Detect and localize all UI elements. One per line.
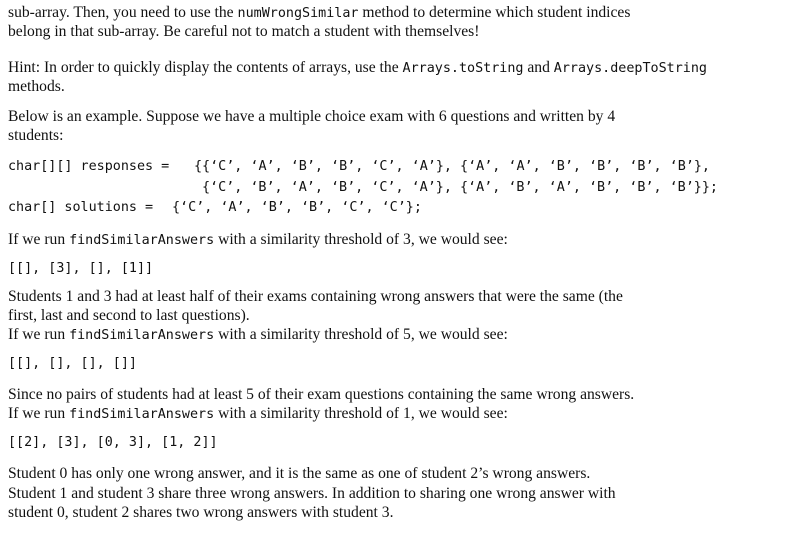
run1-explain-line-2: first, last and second to last questions). bbox=[8, 307, 250, 324]
inline-code-findsimilaranswers: findSimilarAnswers bbox=[69, 328, 215, 343]
code-solutions-label: char[] solutions = bbox=[8, 200, 162, 215]
run3-output: [[2], [3], [0, 3], [1, 2]] bbox=[8, 435, 218, 450]
run1-explain-line-1: Students 1 and 3 had at least half of their exams containing wrong answers that were the same (the bbox=[8, 288, 623, 305]
run3-intro bbox=[8, 404, 508, 424]
inline-code-findsimilaranswers: findSimilarAnswers bbox=[69, 407, 215, 422]
run1-intro bbox=[8, 230, 508, 250]
inline-code-arrays-deeptostring: Arrays.deepToString bbox=[553, 61, 707, 76]
hint-text: and bbox=[523, 59, 554, 76]
hint-line-1 bbox=[8, 58, 707, 78]
intro-line-2: belong in that sub-array. Be careful not to match a student with themselves! bbox=[8, 23, 480, 40]
code-responses-label: char[][] responses = bbox=[8, 159, 178, 174]
run-text: with a similarity threshold of 5, we would see: bbox=[214, 326, 508, 343]
inline-code-findsimilaranswers: findSimilarAnswers bbox=[69, 233, 215, 248]
run-text: If we run bbox=[8, 405, 70, 422]
hint-line-2: methods. bbox=[8, 78, 65, 95]
run3-explain-line-3: student 0, student 2 shares two wrong answers with student 3. bbox=[8, 504, 394, 521]
inline-code-numwrongsimilar: numWrongSimilar bbox=[237, 6, 359, 21]
run2-explain-line-1: Since no pairs of students had at least 5 of their exam questions containing the same wrong answers. bbox=[8, 386, 635, 403]
run-text: If we run bbox=[8, 326, 70, 343]
code-responses-row-1: {{‘C’, ‘A’, ‘B’, ‘B’, ‘C’, ‘A’}, {‘A’, ‘A’, ‘B’, ‘B’, ‘B’, ‘B’}, bbox=[194, 159, 710, 174]
run2-output: [[], [], [], []] bbox=[8, 356, 137, 371]
run-text: with a similarity threshold of 1, we would see: bbox=[214, 405, 508, 422]
code-solutions-value: {‘C’, ‘A’, ‘B’, ‘B’, ‘C’, ‘C’}; bbox=[172, 200, 422, 215]
intro-text: sub-array. Then, you need to use the bbox=[8, 4, 238, 21]
run-text: with a similarity threshold of 3, we would see: bbox=[214, 231, 508, 248]
example-intro-line-1: Below is an example. Suppose we have a multiple choice exam with 6 questions and written by 4 bbox=[8, 108, 616, 125]
run1-output: [[], [3], [], [1]] bbox=[8, 261, 154, 276]
intro-line-1 bbox=[8, 3, 630, 23]
intro-text: method to determine which student indices bbox=[358, 4, 631, 21]
run2-intro bbox=[8, 325, 508, 345]
run3-explain-line-1: Student 0 has only one wrong answer, and it is the same as one of student 2’s wrong answers. bbox=[8, 465, 591, 482]
run3-explain-line-2: Student 1 and student 3 share three wrong answers. In addition to sharing one wrong answer with bbox=[8, 485, 616, 502]
inline-code-arrays-tostring: Arrays.toString bbox=[402, 61, 524, 76]
code-responses-row-2: {‘C’, ‘B’, ‘A’, ‘B’, ‘C’, ‘A’}, {‘A’, ‘B’, ‘A’, ‘B’, ‘B’, ‘B’}}; bbox=[202, 180, 718, 195]
example-intro-line-2: students: bbox=[8, 127, 64, 144]
run-text: If we run bbox=[8, 231, 70, 248]
hint-text: Hint: In order to quickly display the contents of arrays, use the bbox=[8, 59, 403, 76]
